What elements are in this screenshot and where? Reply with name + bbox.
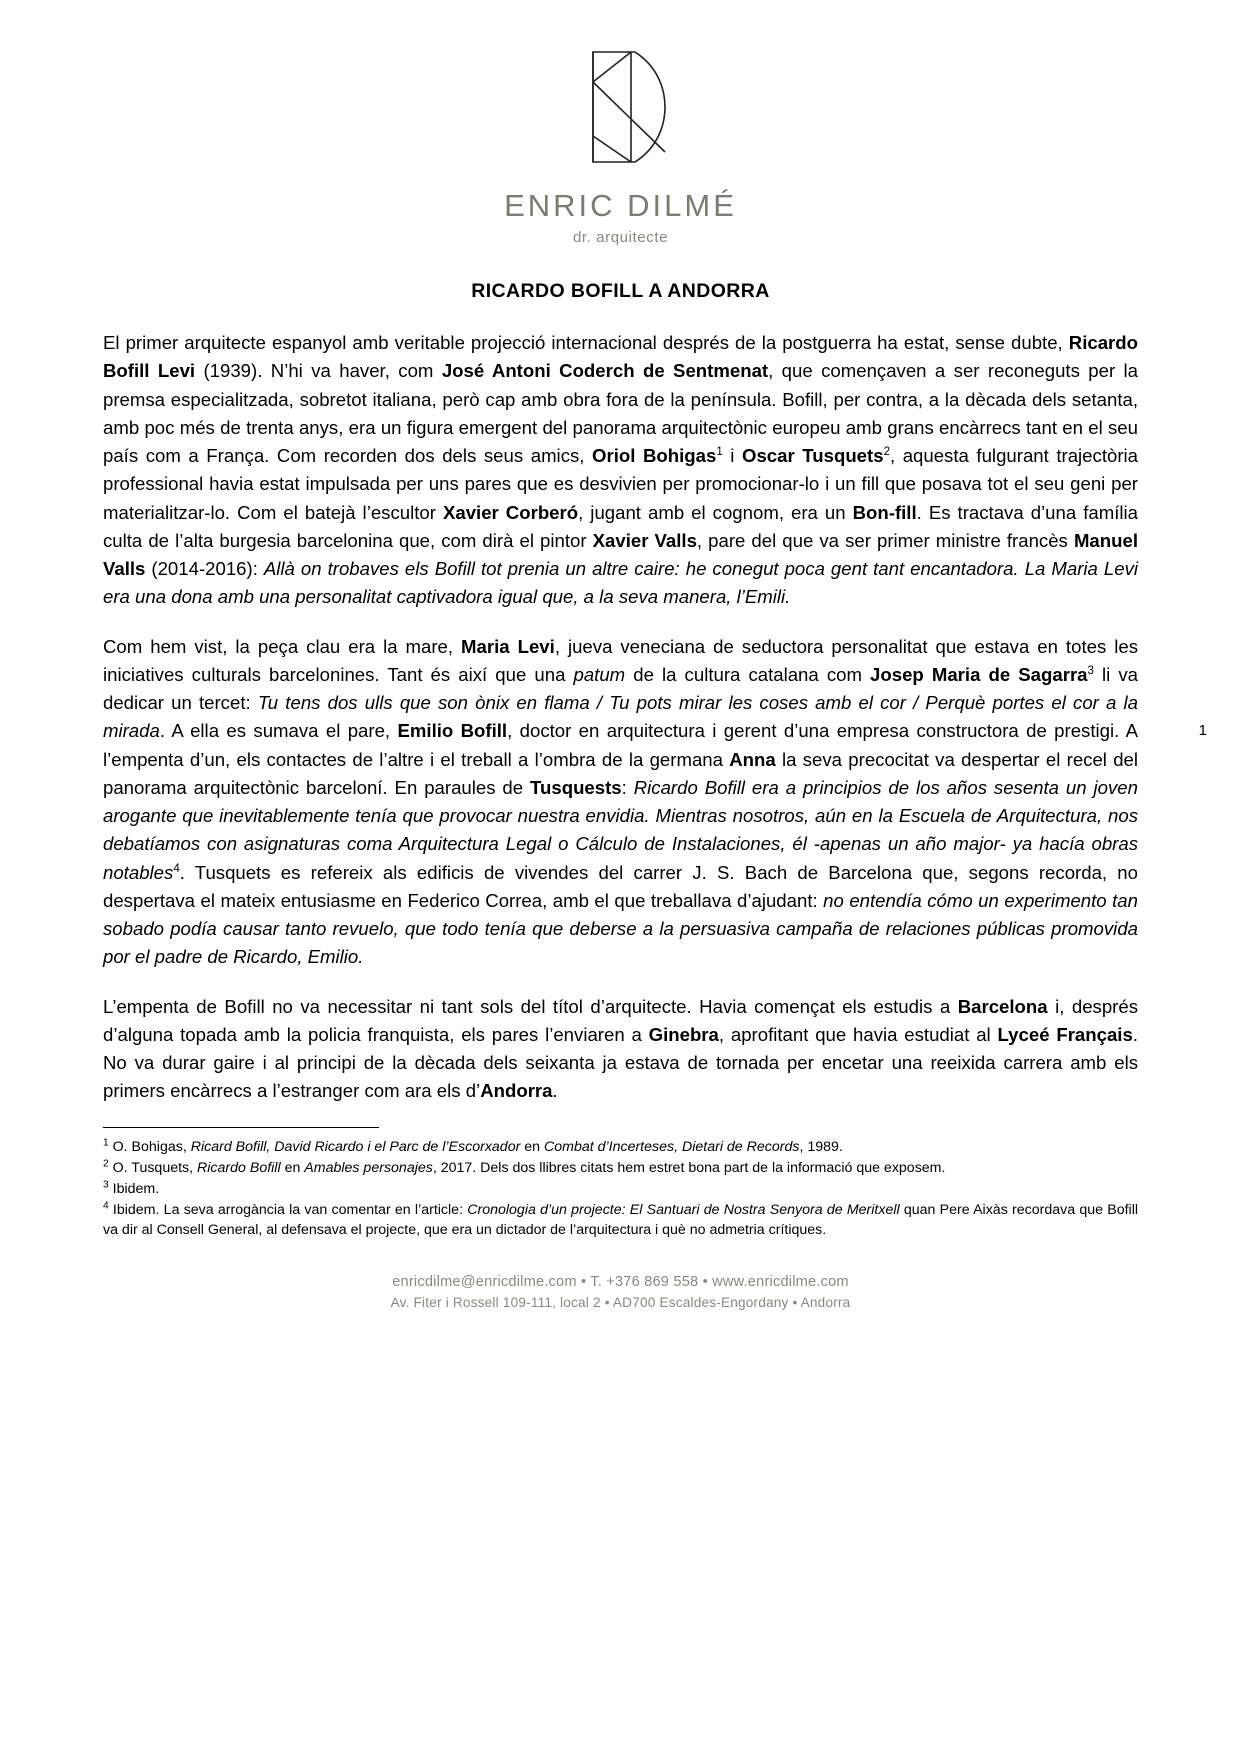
text-emphasis: Cronologia d’un projecte: El Santuari de Nostra Senyora de Meritxell	[467, 1201, 900, 1218]
text-strong: Andorra	[480, 1080, 553, 1102]
text-run: , jugant amb el cognom, era un	[578, 501, 853, 523]
text-run: Ibidem. La seva arrogància la van comentar en l’article:	[112, 1201, 468, 1218]
text-run: i	[722, 445, 742, 466]
text-run: , doctor en arquitectura i gerent d’una empresa constructora de prestigi. A l’empenta d’un, els contactes de l’altre i el treball a l’ombra de la germana	[103, 720, 1139, 770]
text-run: :	[621, 776, 634, 798]
text-run: , que començaven a ser reconeguts per la premsa especialitzada, sobretot italiana, però cap amb obra fora de la península. Bofill, per contra, a la dècada dels setanta, amb poc més de trenta anys, era un figura emergent del panorama arquitectònic europeu amb grans encàrrecs tant en el seu país com a França. Com recorden dos dels seus amics,	[103, 360, 1139, 466]
page-title: RICARDO BOFILL A ANDORRA	[471, 280, 770, 302]
footnote-item	[103, 1179, 1138, 1199]
footnote-separator	[103, 1127, 379, 1128]
footnote-marker: 1	[103, 1136, 109, 1148]
text-run: .	[552, 1080, 558, 1102]
document-body	[103, 329, 1138, 1106]
text-emphasis: Ricardo Bofill era a principios de los años sesenta un joven arogante que inevitablemente tenía que provocar nuestra envidia. Mientras nosotros, aún en la Escuela de Arquitectura, nos debatíamos con asignaturas coma Arquitectura Legal o Cálculo de Instalaciones, él -apenas un año major- ya hacía obras notables	[103, 776, 1138, 883]
letterhead	[103, 0, 1138, 246]
text-run: . Tusquets es refereix als edificis de vivendes del carrer J. S. Bach de Barcelona que, segons recorda, no despertava el mateix entusiasme en Federico Correa, amb el que treballava d’ajudant:	[103, 861, 1138, 911]
paragraph-1	[103, 329, 1138, 612]
text-run: Com hem vist, la peça clau era la mare,	[103, 635, 462, 657]
text-strong: José Antoni Coderch de Sentmenat	[441, 360, 769, 382]
text-strong: Manuel Valls	[103, 529, 1138, 579]
text-strong: Tusquests	[530, 776, 622, 798]
page-number: 1	[1198, 722, 1207, 739]
text-emphasis: Combat d’Incerteses, Dietari de Records	[543, 1138, 800, 1155]
text-run: . No va durar gaire i al principi de la dècada dels seixanta ja estava de tornada per encetar una reeixida carrera amb els primers encàrrecs a l’estranger com ara els d’	[103, 1023, 1138, 1102]
text-strong: Emilio Bofill	[397, 720, 508, 742]
text-strong: Barcelona	[957, 995, 1048, 1017]
paragraph-2	[103, 633, 1138, 972]
footnote-marker: 2	[103, 1157, 109, 1169]
text-strong: Maria Levi	[461, 635, 555, 657]
text-run: , 2017. Dels dos llibres citats hem estret bona part de la informació que exposem.	[432, 1159, 946, 1176]
brand-name: ENRIC DILMÉ	[504, 188, 737, 223]
text-run: (2014-2016):	[145, 558, 264, 579]
text-run: de la cultura catalana com	[625, 663, 871, 685]
footnote-item	[103, 1158, 1138, 1178]
text-strong: Xavier Valls	[592, 529, 697, 551]
text-run: O. Tusquets,	[112, 1159, 198, 1176]
footer-contact: enricdilme@enricdilme.com • T. +376 869 558 • www.enricdilme.com	[392, 1274, 849, 1291]
text-emphasis: Ricardo Bofill	[197, 1159, 281, 1176]
footnote-item	[103, 1137, 1138, 1157]
text-emphasis: Tu tens dos ulls que son ònix en flama / Tu pots mirar les coses amb el cor / Perquè portes el cor a la mirada	[103, 692, 1138, 742]
text-run: li va dedicar un tercet:	[103, 663, 1138, 713]
enric-dilme-monogram-icon	[103, 48, 1138, 166]
footer-address: Av. Fiter i Rossell 109-111, local 2 • AD700 Escaldes-Engordany • Andorra	[390, 1295, 851, 1311]
text-emphasis: Allà on trobaves els Bofill tot prenia un altre caire: he conegut poca gent tant encantadora. La Maria Levi era una dona amb una personalitat captivadora igual que, a la seva manera, l’Emili.	[103, 558, 1138, 608]
footnote-marker: 4	[103, 1200, 109, 1212]
text-emphasis: no entendía cómo un experimento tan sobado podía causar tanto revuelo, que todo tenía que deberse a la persuasiva campaña de relaciones públicas promovida por el padre de Ricardo, Emilio.	[103, 889, 1138, 968]
text-run: Ibidem.	[112, 1180, 160, 1197]
text-strong: Ricardo Bofill Levi	[103, 332, 1138, 382]
text-strong: Bon-fill	[852, 501, 917, 523]
footnote-ref: 3	[1087, 664, 1094, 677]
text-run: , 1989.	[799, 1138, 843, 1155]
text-run: O. Bohigas,	[112, 1138, 191, 1155]
footnotes	[103, 1137, 1138, 1241]
text-run: El primer arquitecte espanyol amb veritable projecció internacional després de la postguerra ha estat, sense dubte,	[103, 332, 1069, 353]
text-strong: Oriol Bohigas	[592, 445, 717, 466]
text-run: en	[520, 1138, 544, 1155]
text-emphasis: patum	[573, 663, 626, 685]
text-emphasis: Amables personajes	[304, 1159, 433, 1176]
text-run: , aquesta fulgurant trajectòria professional havia estat impulsada per uns pares que es desvivien per promocionar-lo i un fill que posava tot el seu geni per materialitzar-lo. Com el batejà l’escultor	[103, 445, 1138, 523]
text-run: , aprofitant que havia estudiat al	[718, 1023, 998, 1045]
footnote-ref: 4	[173, 862, 180, 875]
text-run: quan Pere Aixàs recordava que Bofill va dir al Consell General, al defensava el projecte, que era un dictador de l’arquitectura i què no admetria crítiques.	[103, 1201, 1138, 1239]
text-run: (1939). N’hi va haver, com	[195, 360, 442, 382]
text-strong: Xavier Corberó	[442, 501, 579, 523]
paragraph-3	[103, 993, 1138, 1106]
text-emphasis: Ricard Bofill, David Ricardo i el Parc de l’Escorxador	[190, 1138, 521, 1155]
text-strong: Lyceé Français	[997, 1023, 1133, 1045]
footnote-item	[103, 1200, 1138, 1240]
footnote-marker: 3	[103, 1179, 109, 1191]
text-run: , pare del que va ser primer ministre francès	[696, 529, 1074, 551]
text-strong: Ginebra	[648, 1023, 719, 1045]
text-strong: Anna	[729, 748, 776, 770]
text-run: . A ella es sumava el pare,	[159, 720, 398, 742]
page-footer	[103, 1274, 1138, 1344]
text-run: la seva precocitat va despertar el recel del panorama arquitectònic barceloní. En paraules de	[103, 748, 1139, 798]
text-run: . Es tractava d’una família culta de l’alta burgesia barcelonina que, com dirà el pintor	[103, 501, 1138, 551]
text-run: L’empenta de Bofill no va necessitar ni tant sols del títol d’arquitecte. Havia començat els estudis a	[103, 995, 958, 1017]
text-run: i, després d’alguna topada amb la policia franquista, els pares l’enviaren a	[103, 995, 1138, 1045]
text-strong: Oscar Tusquets	[742, 445, 884, 466]
text-strong: Josep Maria de Sagarra	[870, 663, 1088, 685]
text-run: en	[280, 1159, 305, 1176]
brand-subtitle: dr. arquitecte	[572, 229, 669, 246]
text-run: , jueva veneciana de seductora personalitat que estava en totes les iniciatives culturals barcelonines. Tant és així que una	[103, 635, 1138, 685]
footnote-ref: 2	[883, 445, 890, 458]
footnote-ref: 1	[716, 445, 723, 458]
